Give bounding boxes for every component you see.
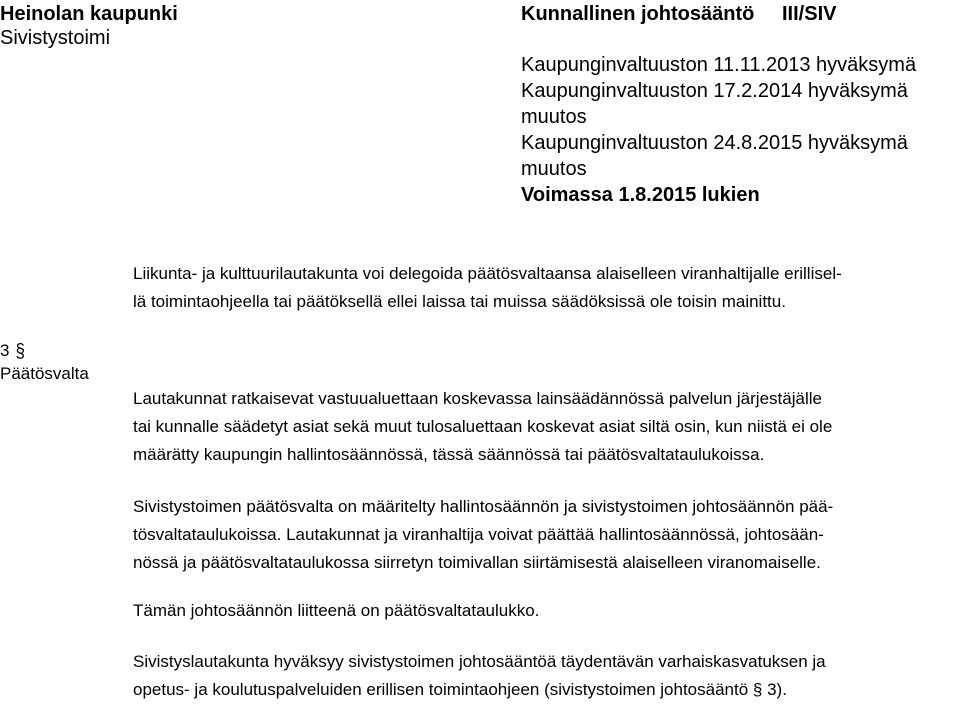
approval-line: muutos [521, 158, 587, 180]
paragraph-line: Tämän johtosäännön liitteenä on päätösvaltataulukko. [133, 601, 540, 620]
paragraph-line: nössä ja päätösvaltataulukossa siirretyn toimivallan siirtämisestä alaiselleen viranomaiselle. [133, 553, 821, 572]
paragraph-line: Sivistyslautakunta hyväksyy sivistystoimen johtosääntöä täydentävän varhaiskasvatuksen ja [133, 652, 826, 671]
paragraph-decision-scope [133, 385, 955, 469]
paragraph-appendix [133, 597, 955, 625]
department-name: Sivistystoimi [0, 27, 111, 49]
approval-history [521, 52, 916, 208]
paragraph-line: lä toimintaohjeella tai päätöksellä ellei laissa tai muissa säädöksissä ole toisin mainittu. [133, 292, 786, 311]
section-number-value: 3 [0, 341, 10, 360]
section-symbol: § [15, 339, 25, 362]
section-number [0, 340, 25, 362]
organization-name: Heinolan kaupunki [0, 3, 178, 25]
paragraph-line: Sivistystoimen päätösvalta on määritelty hallintosäännön ja sivistystoimen johtosäännön pää- [133, 497, 834, 516]
section-label: Päätösvalta [0, 364, 89, 383]
paragraph-line: opetus- ja koulutuspalveluiden erillisen toimintaohjeen (sivistystoimen johtosääntö § 3). [133, 680, 787, 699]
paragraph-line: tösvaltataulukoissa. Lautakunnat ja viranhaltija voivat päättää hallintosäännössä, johtosään- [133, 525, 824, 544]
paragraph-line: Liikunta- ja kulttuurilautakunta voi delegoida päätösvaltaansa alaiselleen viranhaltijalle erillisel- [133, 264, 842, 283]
document-code: III/SIV [782, 3, 837, 25]
paragraph-instructions [133, 648, 955, 704]
approval-line: Kaupunginvaltuuston 11.11.2013 hyväksymä [521, 54, 917, 76]
approval-line: Kaupunginvaltuuston 24.8.2015 hyväksymä [521, 132, 908, 154]
paragraph-decision-tables [133, 493, 955, 577]
paragraph-line: määrätty kaupungin hallintosäännössä, tässä säännössä tai päätösvaltataulukoissa. [133, 445, 765, 464]
document-title: Kunnallinen johtosääntö [521, 3, 755, 25]
intro-paragraph [133, 260, 955, 316]
approval-line: Kaupunginvaltuuston 17.2.2014 hyväksymä [521, 80, 908, 102]
valid-from: Voimassa 1.8.2015 lukien [521, 184, 760, 206]
paragraph-line: Lautakunnat ratkaisevat vastuualuettaan koskevassa lainsäädännössä palvelun järjestäjälle [133, 389, 822, 408]
paragraph-line: tai kunnalle säädetyt asiat sekä muut tulosaluettaan koskevat asiat siltä osin, kun niistä ei ole [133, 417, 833, 436]
approval-line: muutos [521, 106, 587, 128]
